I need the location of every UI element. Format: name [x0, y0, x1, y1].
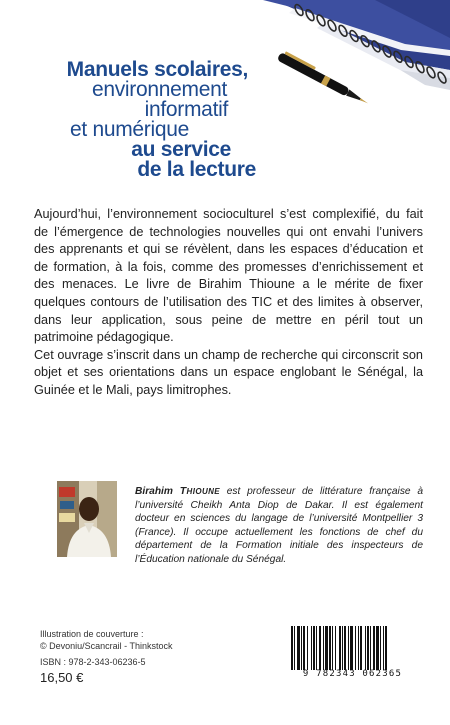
- author-bio-text: est professeur de littérature française à l’université Cheikh Anta Diop de Dakar. Il est également docteur en sciences du langage de l’université Montpellier 3 (France). Il occupe actuellement les fonctions de chef du département de la Formation initiale des inspecteurs de l’Éducation nationale du Sénégal.: [135, 486, 423, 565]
- barcode-icon: [291, 626, 413, 670]
- title-line: et numérique: [70, 118, 189, 141]
- title-line: Manuels scolaires,: [66, 58, 248, 81]
- author-photo: [57, 481, 117, 557]
- credit-label: Illustration de couverture :: [40, 629, 144, 639]
- cover-title: [0, 60, 300, 180]
- summary-paragraph: Aujourd’hui, l’environnement socioculturel s’est complexifié, du fait de l’émergence de technologies nouvelles qui ont envahi l’univers des apprenants et qui se révèlent, dans les espaces d’éducation et de formation, à la fois, comme des promesses d’enrichissement et des menaces. Le livre de Birahim Thioune a le mérite de fixer quelques contours de l’utilisation des TIC et des limites à observer, dans leur application, sous peine de mettre en péril tout un patrimoine pédagogique.: [34, 207, 423, 345]
- book-summary: [34, 206, 423, 400]
- barcode-digits: 9 782343 062365: [302, 669, 403, 679]
- title-line: de la lecture: [137, 158, 256, 181]
- title-line: informatif: [144, 98, 228, 121]
- price: 16,50 €: [40, 670, 84, 685]
- credit-value: © Devoniu/Scancrail - Thinkstock: [40, 641, 173, 651]
- author-bio: [135, 485, 423, 567]
- summary-paragraph: Cet ouvrage s’inscrit dans un champ de recherche qui circonscrit son objet et ses orientations dans un espace englobant le Sénégal, la Guinée et le Mali, pays limitrophes.: [34, 347, 423, 397]
- title-line: environnement: [91, 78, 227, 101]
- author-name: Birahim THIOUNE: [135, 485, 221, 497]
- isbn: ISBN : 978-2-343-06236-5: [40, 657, 146, 667]
- illustration-credit: [40, 628, 173, 652]
- title-line: au service: [131, 138, 231, 161]
- barcode: [283, 626, 422, 680]
